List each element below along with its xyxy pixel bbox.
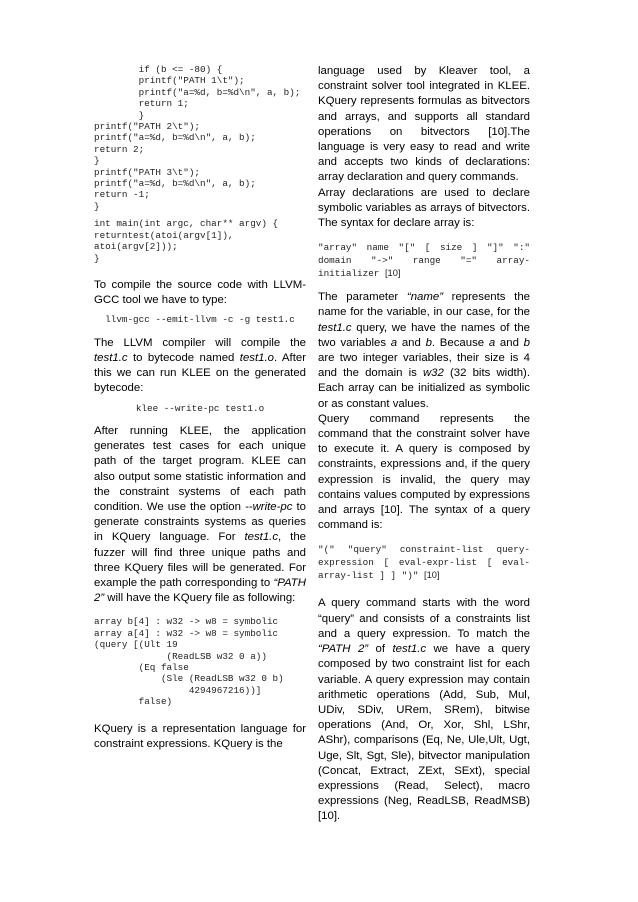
paragraph-query-structure: A query command starts with the word “query” and consists of a constraints list and a query expression. To match the “PATH 2” of test1.c we have a query composed by two constraint list for each variable. A query expression may contain arithmetic operations (Add, Sub, Mul, UDiv, SDiv, URem, SRem), bitwise operations (And, Or, Xor, Shl, LShr, AShr), comparisons (Eq, Ne, Ule,Ult, Ugt, Uge, Slt, Sgt, Sle), bitvector manipulation (Concat, Extract, ZExt, SExt), special expressions (Read, Select), macro expressions (Neg, ReadLSB, ReadMSB) [10]. xyxy=(318,597,530,823)
code-line: } xyxy=(94,200,100,212)
syntax-array-declaration: "array" name "[" [ size ] "]" ":" domain "->" range "=" array-initializer [10] xyxy=(318,242,530,280)
code-line: printf("a=%d, b=%d\n", a, b); xyxy=(94,86,301,98)
code-line: false) xyxy=(94,696,173,708)
code-line: int main(int argc, char** argv) { xyxy=(94,218,279,230)
code-line: printf("a=%d, b=%d\n", a, b); xyxy=(94,132,256,144)
paragraph-llvm-compile: The LLVM compiler will compile the test1.c to bytecode named test1.o. After this we can run KLEE on the generated bytecode: xyxy=(94,336,306,395)
command-llvm-gcc: llvm-gcc --emit-llvm -c -g test1.c xyxy=(105,314,295,326)
code-line: array a[4] : w32 -> w8 = symbolic xyxy=(94,627,279,639)
code-line: if (b <= -80) { xyxy=(94,64,223,75)
code-line: array b[4] : w32 -> w8 = symbolic xyxy=(94,616,279,628)
code-line: printf("a=%d, b=%d\n", a, b); xyxy=(94,178,256,190)
code-block-main-function xyxy=(94,218,306,264)
paragraph-parameter-name: The parameter “name” represents the name for the variable, in our case, for the test1.c query, we have the names of the two variables a and b. Because a and b are two integer variables, their size is 4 and the domain is w32 (32 bits width). Each array can be initialized as symbolic or as constant values. xyxy=(318,291,531,410)
code-line: atoi(argv[2])); xyxy=(94,241,178,253)
syntax-query-command: "(" "query" constraint-list query-expression [ eval-expr-list [ eval-array-list ] ] ")" [10] xyxy=(318,544,530,582)
code-line: 4294967216))] xyxy=(94,684,262,696)
code-line: return 2; xyxy=(94,143,145,155)
code-line: return -1; xyxy=(94,189,150,201)
code-block-test-function xyxy=(94,64,306,212)
left-column xyxy=(94,64,306,752)
paragraph-array-declarations: Array declarations are used to declare symbolic variables as arrays of bitvectors. The syntax for declare array is: xyxy=(318,186,530,230)
code-line: return 1; xyxy=(94,98,189,110)
code-line: returntest(atoi(argv[1]), xyxy=(94,229,234,241)
paragraph-kquery-definition: KQuery is a representation language for constraint expressions. KQuery is the xyxy=(94,722,306,750)
code-line: (Eq false xyxy=(94,662,189,673)
paragraph-after-running-klee: After running KLEE, the application generates test cases for each unique path of the target program. KLEE can also output some statistic information and the constraint systems of each path condition. We use the option --write-pc to generate constraints systems as queries in KQuery language. For test1.c, the fuzzer will find three unique paths and three KQuery files will be generated. For example the path corresponding to “PATH 2” will have the KQuery file as following: xyxy=(94,424,306,605)
code-line: printf("PATH 3\t"); xyxy=(94,166,201,178)
paragraph-kquery-language: language used by Kleaver tool, a constraint solver tool integrated in KLEE. KQuery represents formulas as bitvectors and arrays, and supports all standard operations on bitvectors [10].The language is very easy to read and write and accepts two kinds of declarations: array declaration and query commands. xyxy=(318,65,530,184)
code-line: printf("PATH 1\t"); xyxy=(94,75,245,87)
code-line: } xyxy=(94,109,145,121)
code-line: (Sle (ReadLSB w32 0 b) xyxy=(94,673,284,685)
code-line: } xyxy=(94,155,100,167)
code-line: printf("PATH 2\t"); xyxy=(94,121,201,133)
code-line: } xyxy=(94,252,100,264)
command-klee: klee --write-pc test1.o xyxy=(135,402,265,414)
right-column xyxy=(318,64,530,825)
code-line: (query [(Ult 19 xyxy=(94,639,178,651)
code-line: (ReadLSB w32 0 a)) xyxy=(94,650,267,662)
paragraph-query-command: Query command represents the command that the constraint solver have to execute it. A query is composed by constraints, expressions and, if the query expression is invalid, the query may contains values computed by expressions and arrays [10]. The syntax of a query command is: xyxy=(318,412,530,532)
code-block-kquery-file xyxy=(94,616,306,707)
paragraph-compile: To compile the source code with LLVM-GCC tool we have to type: xyxy=(94,278,306,307)
